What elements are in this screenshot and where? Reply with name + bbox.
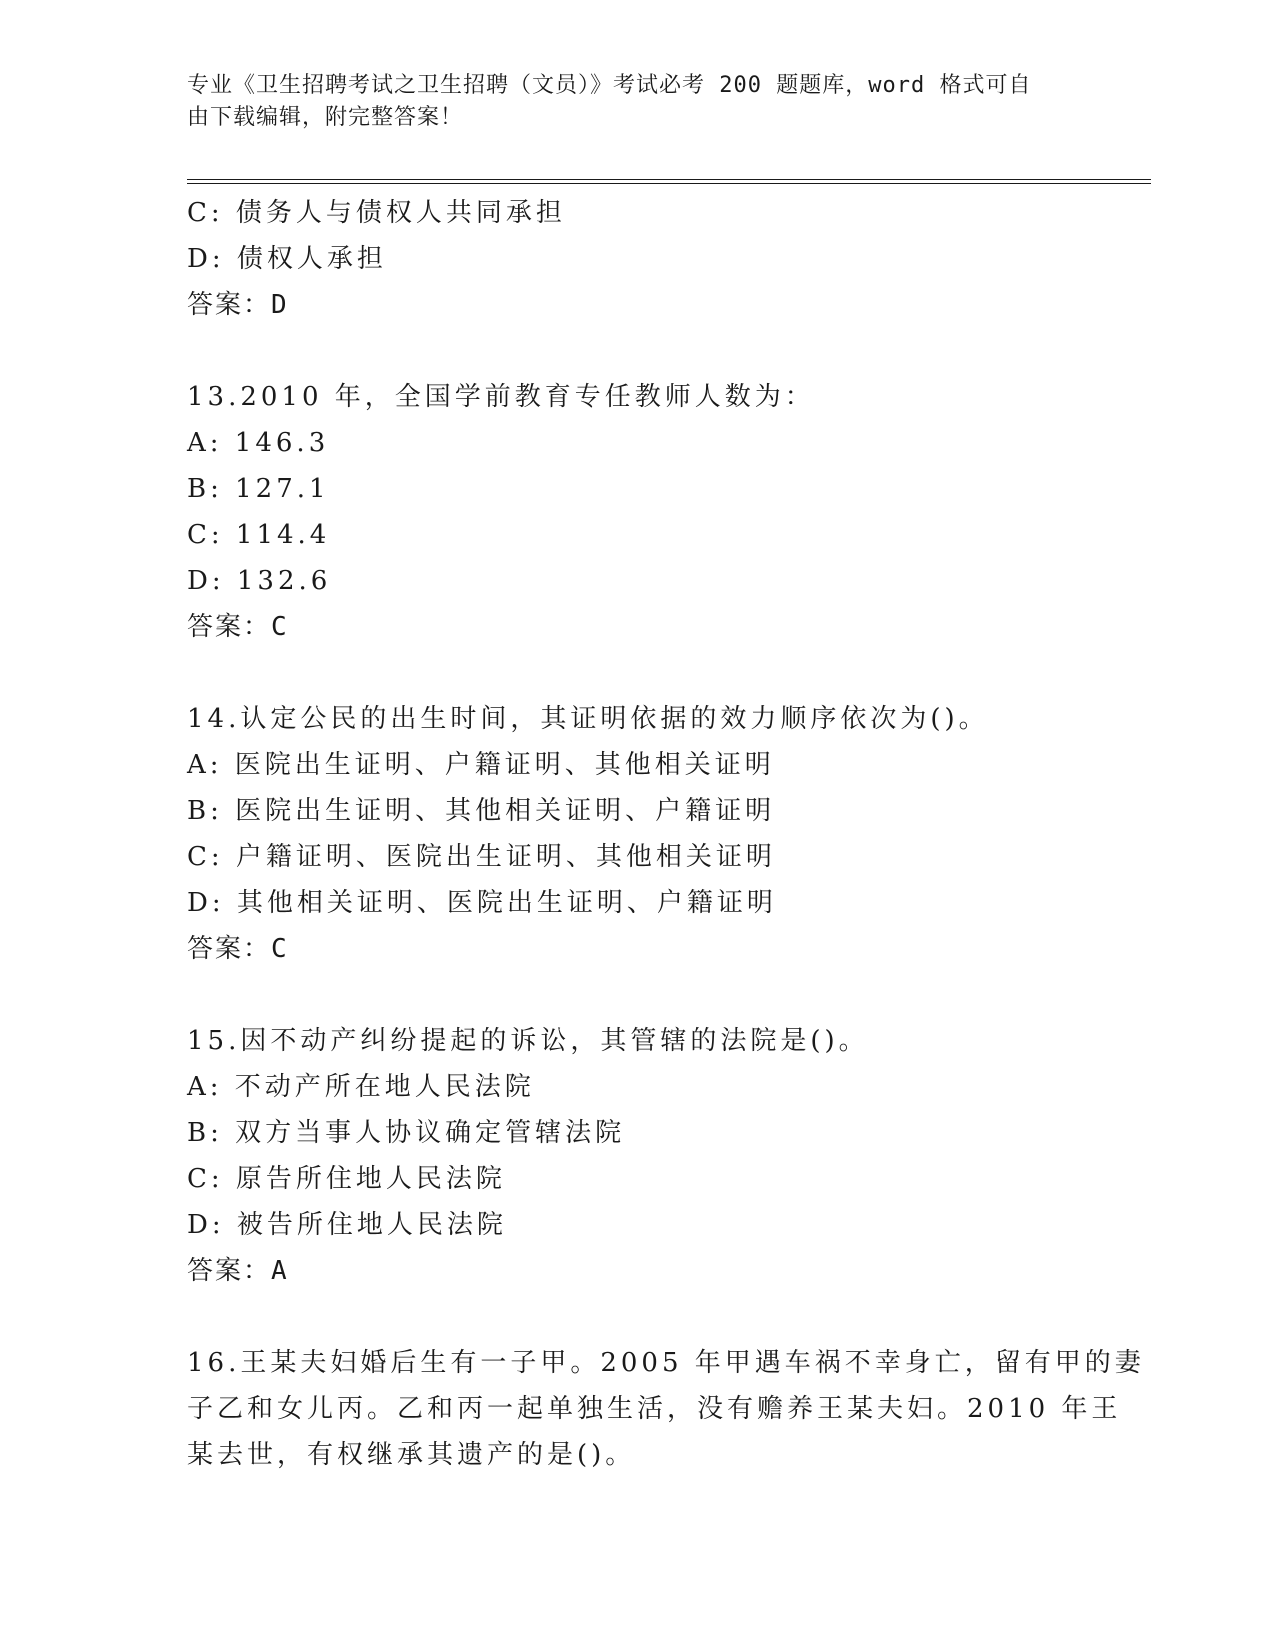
question-stem: 13.2010 年，全国学前教育专任教师人数为： [187,382,815,412]
question-stem: 14.认定公民的出生时间，其证明依据的效力顺序依次为()。 [187,704,989,734]
question-14 [187,696,1087,972]
document-header [187,70,1067,134]
answer-label: 答案：D [187,290,289,320]
option-c: C: 债务人与债权人共同承担 [187,198,566,228]
option-a: A: 146.3 [187,428,330,458]
question-stem-line: 16.王某夫妇婚后生有一子甲。2005 年甲遇车祸不幸身亡，留有甲的妻 [187,1348,1145,1378]
question-13 [187,374,1087,650]
option-a: A: 医院出生证明、户籍证明、其他相关证明 [187,750,775,780]
header-divider [187,183,1151,184]
option-d: D: 其他相关证明、医院出生证明、户籍证明 [187,888,777,918]
question-stem-line: 子乙和女儿丙。乙和丙一起单独生活，没有赡养王某夫妇。2010 年王 [187,1394,1122,1424]
question-15 [187,1018,1087,1294]
header-line: 由下载编辑，附完整答案！ [187,105,464,130]
question-16 [187,1340,1145,1478]
option-b: B: 双方当事人协议确定管辖法院 [187,1118,626,1148]
answer-label: 答案：C [187,934,289,964]
option-c: C: 户籍证明、医院出生证明、其他相关证明 [187,842,776,872]
option-d: D: 132.6 [187,566,332,596]
option-c: C: 114.4 [187,520,331,550]
continued-question [187,190,1087,328]
option-d: D: 被告所住地人民法院 [187,1210,507,1240]
answer-label: 答案：A [187,1256,289,1286]
option-a: A: 不动产所在地人民法院 [187,1072,535,1102]
question-list [187,190,1145,1478]
option-d: D: 债权人承担 [187,244,387,274]
option-b: B: 127.1 [187,474,330,504]
answer-label: 答案：C [187,612,289,642]
header-line: 专业《卫生招聘考试之卫生招聘（文员）》考试必考 200 题题库，word 格式可自 [187,73,1032,98]
question-stem: 15.因不动产纠纷提起的诉讼，其管辖的法院是()。 [187,1026,869,1056]
question-stem-line: 某去世，有权继承其遗产的是()。 [187,1440,636,1470]
option-c: C: 原告所住地人民法院 [187,1164,506,1194]
header-divider [187,179,1151,180]
option-b: B: 医院出生证明、其他相关证明、户籍证明 [187,796,776,826]
